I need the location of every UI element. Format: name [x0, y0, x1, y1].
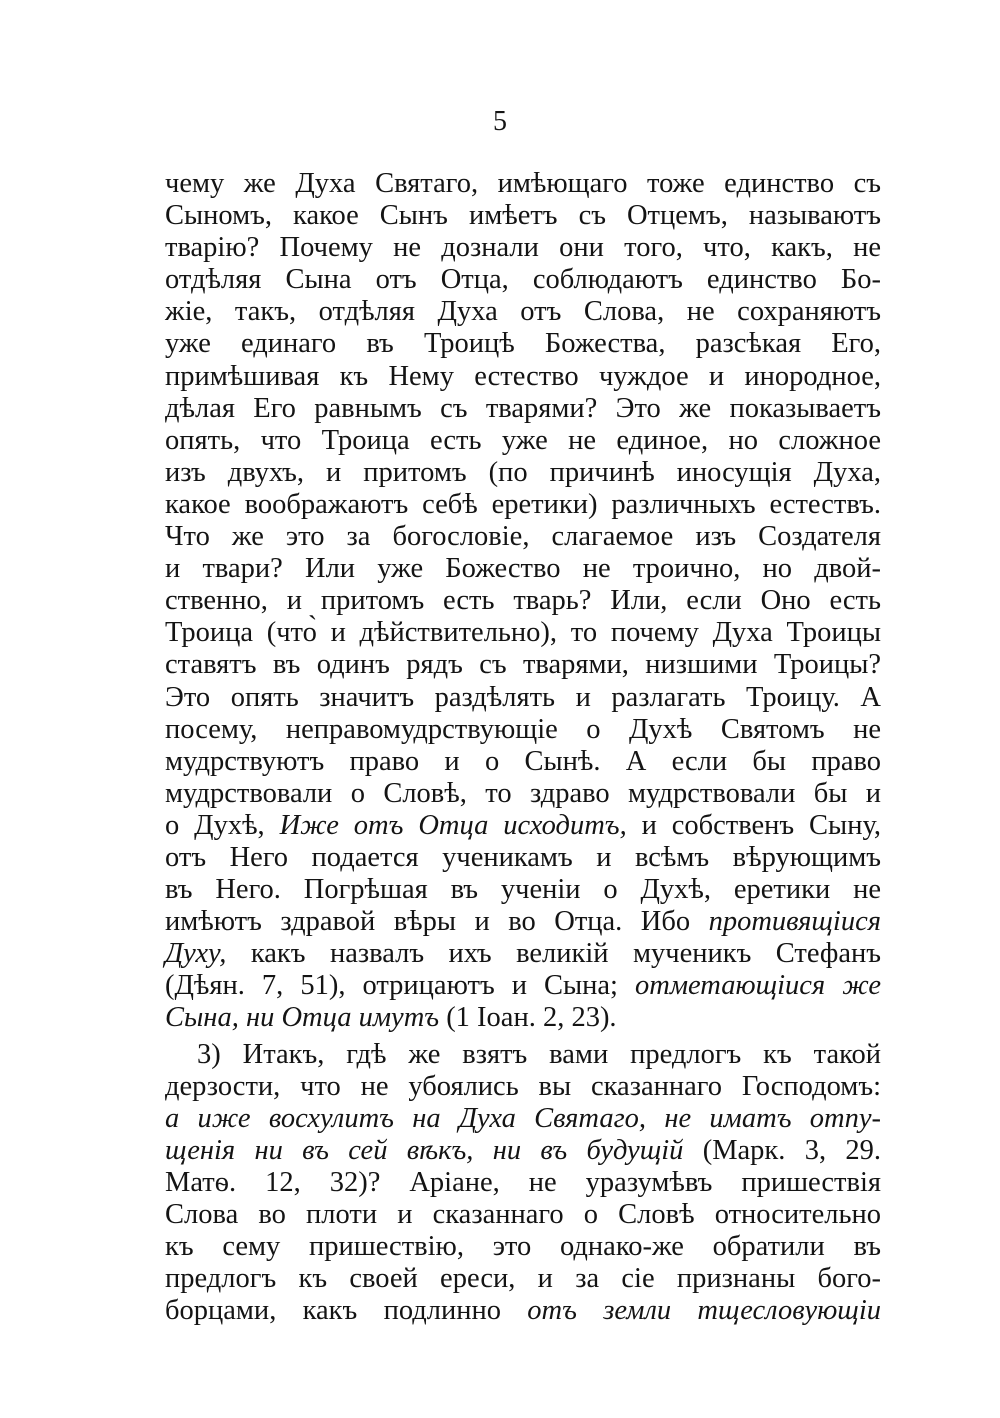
text-line: [165, 200, 881, 232]
text-line: [165, 906, 881, 938]
text-line: [165, 649, 881, 681]
text-segment: борцами, какъ подлинно: [165, 1295, 528, 1327]
page-number: 5: [493, 106, 507, 137]
text-segment: Слова во плоти и сказаннаго о Словѣ относительно: [165, 1199, 881, 1230]
text-line: [165, 425, 881, 457]
italic-quote-segment: противящіися: [708, 906, 881, 938]
text-line: [165, 1231, 881, 1263]
text-line: [165, 1295, 881, 1327]
text-line: [165, 393, 881, 425]
text-segment: (Дѣян. 7, 51), отрицаютъ и Сына;: [165, 970, 636, 1002]
text-line: [165, 361, 881, 393]
text-segment: 3) Итакъ, гдѣ же взятъ вами предлогъ къ такой: [197, 1038, 881, 1070]
italic-quote-segment: Сына, ни Отца имутъ: [165, 1002, 440, 1034]
text-segment: ственно, и притомъ есть тварь? Или, если Оно есть: [165, 585, 881, 617]
text-segment: какое воображаютъ себѣ еретики) различныхъ естествъ.: [165, 488, 881, 520]
text-line: [165, 553, 881, 585]
body-text: [165, 168, 881, 1327]
text-segment: жіе, такъ, отдѣляя Духа отъ Слова, не сохраняютъ: [165, 296, 881, 328]
text-line: [165, 1167, 881, 1199]
text-segment: примѣшивая къ Нему естество чуждое и инородное,: [165, 360, 881, 392]
text-segment: къ сему пришествію, это однако-же обратили въ: [165, 1231, 881, 1263]
text-line: [165, 168, 881, 200]
text-segment: посему, неправомудрствующіе о Духѣ Святомъ не: [165, 713, 881, 745]
text-line: [165, 778, 881, 810]
text-line: [165, 746, 881, 778]
text-line: [165, 264, 881, 296]
text-line: [165, 1263, 881, 1295]
text-segment: дѣлая Его равнымъ съ тварями? Это же показываетъ: [165, 392, 881, 424]
text-segment: дерзости, что не убоялись вы сказаннаго Господомъ:: [165, 1070, 881, 1102]
text-line: [165, 1103, 881, 1135]
italic-quote-segment: отметающіися же: [635, 970, 881, 1002]
text-segment: Что же это за богословіе, слагаемое изъ Создателя: [165, 521, 881, 553]
text-segment: Троица (что̀ и дѣйствительно), то почему Духа Троицы: [165, 617, 881, 649]
text-line: [165, 970, 881, 1002]
text-line: [165, 489, 881, 521]
italic-quote-segment: а иже восхулитъ на Духа Святаго, не иматъ отпу-: [165, 1102, 881, 1134]
text-line: [165, 1002, 881, 1034]
text-segment: Матѳ. 12, 32)? Аріане, не уразумѣвъ пришествія: [165, 1166, 881, 1198]
text-line: [165, 585, 881, 617]
text-line: [165, 842, 881, 874]
text-segment: имѣютъ здравой вѣры и во Отца. Ибо: [165, 906, 709, 938]
text-line: [165, 1039, 881, 1071]
text-segment: Сыномъ, какое Сынъ имѣетъ съ Отцемъ, называютъ: [165, 200, 881, 232]
text-segment: мудрствовали о Словѣ, то здраво мудрствовали бы и: [165, 777, 881, 809]
italic-quote-segment: Иже отъ Отца исходитъ,: [279, 809, 627, 841]
text-segment: чему же Духа Святаго, имѣющаго тоже единство съ: [165, 168, 881, 199]
text-line: [165, 682, 881, 714]
italic-quote-segment: щенія ни въ сей вѣкъ, ни въ будущій: [165, 1134, 684, 1166]
text-segment: (1 Іоан. 2, 23).: [439, 1002, 617, 1034]
text-segment: какъ назвалъ ихъ великій мученикъ Стефанъ: [226, 938, 881, 970]
text-segment: (Марк. 3, 29.: [683, 1134, 882, 1166]
italic-quote-segment: Духу,: [165, 938, 227, 970]
text-line: [165, 874, 881, 906]
text-segment: Это опять значитъ раздѣлять и разлагать Троицу. А: [165, 681, 881, 713]
text-segment: и собственъ Сыну,: [626, 809, 881, 841]
text-line: [165, 938, 881, 970]
text-line: [165, 1135, 881, 1167]
text-segment: и твари? Или уже Божество не троично, но двой-: [165, 553, 881, 585]
text-line: [165, 296, 881, 328]
paragraph: [165, 168, 881, 1035]
text-segment: уже единаго въ Троицѣ Божества, разсѣкая Его,: [165, 328, 881, 360]
italic-quote-segment: отъ земли тщесловующіи: [527, 1295, 881, 1327]
text-line: [165, 457, 881, 489]
text-segment: отъ Него подается ученикамъ и всѣмъ вѣрующимъ: [165, 841, 881, 873]
text-line: [165, 232, 881, 264]
text-segment: изъ двухъ, и притомъ (по причинѣ иносущія Духа,: [165, 456, 881, 488]
paragraph: [165, 1039, 881, 1328]
text-line: [165, 714, 881, 746]
text-segment: предлогъ къ своей ереси, и за сіе признаны бого-: [165, 1263, 881, 1295]
text-segment: тварію? Почему не дознали они того, что, какъ, не: [165, 232, 881, 264]
text-line: [165, 521, 881, 553]
text-line: [165, 617, 881, 649]
text-segment: мудрствуютъ право и о Сынѣ. А если бы право: [165, 745, 881, 777]
text-segment: ставятъ въ одинъ рядъ съ тварями, низшими Троицы?: [165, 649, 881, 681]
text-segment: въ Него. Погрѣшая въ ученіи о Духѣ, еретики не: [165, 874, 881, 906]
text-segment: отдѣляя Сына отъ Отца, соблюдаютъ единство Бо-: [165, 264, 881, 296]
text-line: [165, 328, 881, 360]
text-segment: опять, что Троица есть уже не единое, но сложное: [165, 424, 881, 456]
text-line: [165, 1071, 881, 1103]
text-segment: о Духѣ,: [165, 809, 280, 841]
text-line: [165, 1199, 881, 1231]
text-line: [165, 810, 881, 842]
